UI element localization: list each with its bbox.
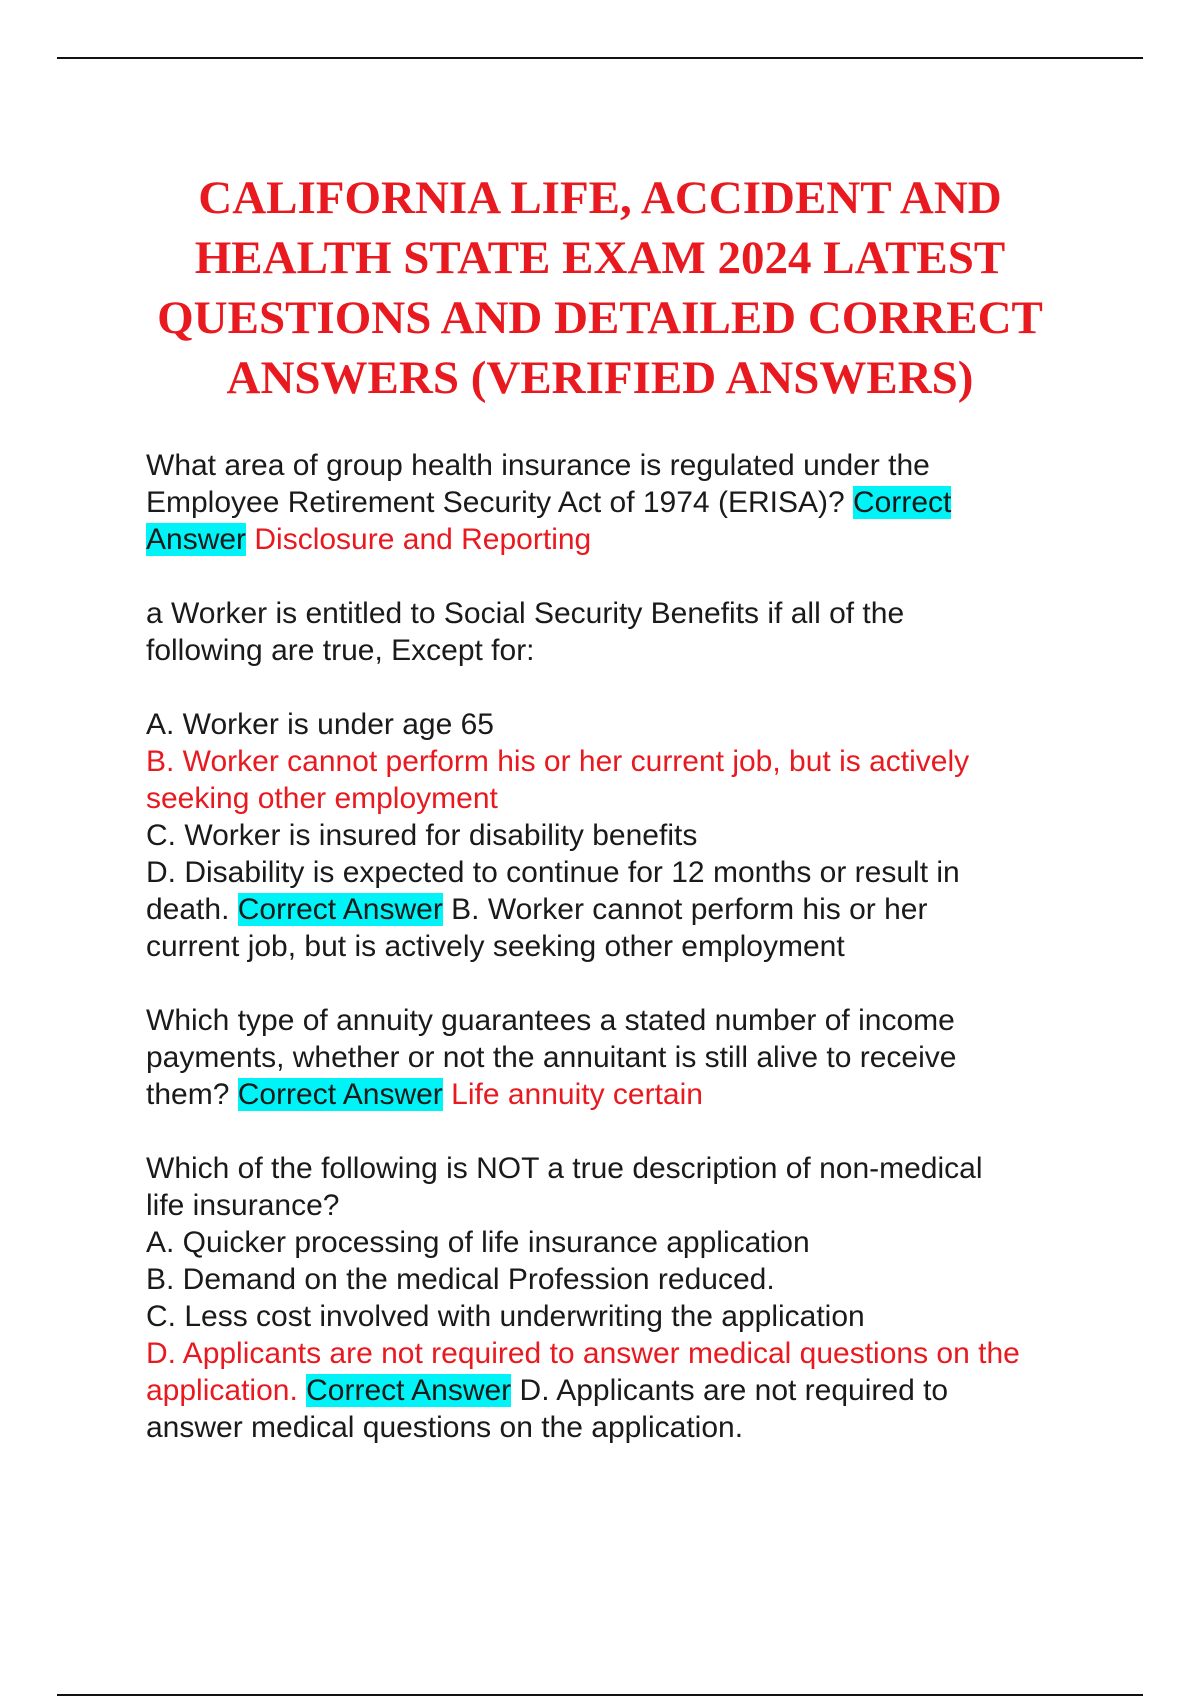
question-text [146,484,1106,521]
correct-answer-label: Correct Answer [237,1078,443,1111]
answer-text: Life annuity certain [442,1078,703,1111]
bottom-rule [57,1694,1143,1696]
option-b: B. Demand on the medical Profession reduced. [146,1263,775,1296]
option-b: B. Worker cannot perform his or her current job, but is actively [146,745,970,778]
answer-line [146,521,1106,558]
option-d [146,891,1106,928]
document-body [146,447,1106,1483]
title-line: CALIFORNIA LIFE, ACCIDENT AND [198,172,1002,224]
option-d: D. Applicants are not required to answer medical questions on the [146,1337,1020,1370]
question-text-fragment: them? [146,1078,238,1111]
title-line: ANSWERS (VERIFIED ANSWERS) [226,352,974,404]
answer-line [146,1076,1106,1113]
correct-answer-label: Correct Answer [237,893,443,926]
question-block-4 [146,1150,1106,1446]
question-text: payments, whether or not the annuitant is still alive to receive [146,1041,957,1074]
question-text: Which of the following is NOT a true description of non-medical [146,1152,983,1185]
option-d-fragment: application. [146,1374,307,1407]
question-text-fragment: Employee Retirement Security Act of 1974 (ERISA)? [146,486,853,519]
option-c: C. Less cost involved with underwriting the application [146,1300,865,1333]
correct-answer-label: Correct [852,486,952,519]
title-line: QUESTIONS AND DETAILED CORRECT [157,292,1043,344]
answer-text: D. Applicants are not required to [511,1374,949,1407]
title-line: HEALTH STATE EXAM 2024 LATEST [194,232,1006,284]
option-a: A. Quicker processing of life insurance application [146,1226,810,1259]
answer-text: answer medical questions on the application. [146,1411,744,1444]
top-rule [57,57,1143,59]
option-d [146,1372,1106,1409]
spacer [146,669,1106,706]
question-block-3 [146,1002,1106,1113]
question-block-1 [146,447,1106,558]
question-text: life insurance? [146,1189,340,1222]
option-b: seeking other employment [146,782,498,815]
question-block-2 [146,595,1106,965]
option-c: C. Worker is insured for disability benefits [146,819,698,852]
question-text: Which type of annuity guarantees a stated number of income [146,1004,955,1037]
question-text: What area of group health insurance is regulated under the [146,449,930,482]
answer-text: Disclosure and Reporting [246,523,592,556]
option-a: A. Worker is under age 65 [146,708,494,741]
answer-text: B. Worker cannot perform his or her [442,893,928,926]
correct-answer-label: Correct Answer [306,1374,512,1407]
document-title [100,168,1100,408]
option-d: D. Disability is expected to continue for 12 months or result in [146,856,960,889]
option-d-fragment: death. [146,893,238,926]
question-text: a Worker is entitled to Social Security Benefits if all of the [146,597,905,630]
question-text: following are true, Except for: [146,634,535,667]
correct-answer-label: Answer [146,523,247,556]
answer-text: current job, but is actively seeking other employment [146,930,845,963]
